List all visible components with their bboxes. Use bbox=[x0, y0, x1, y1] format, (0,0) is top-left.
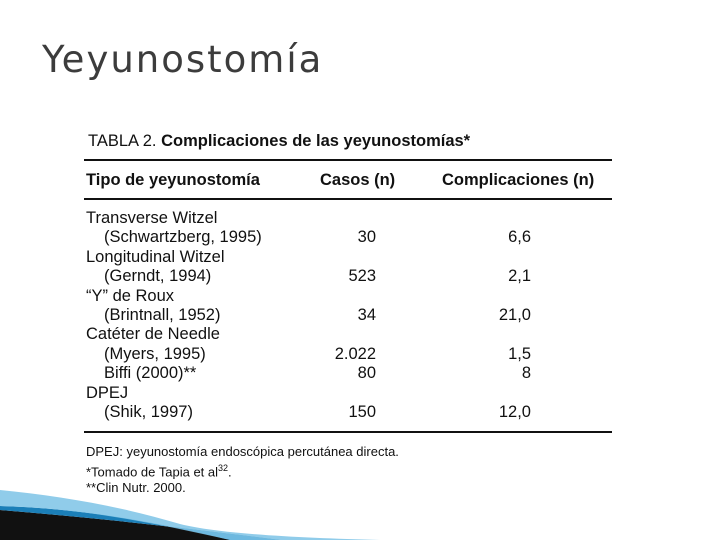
row-complications: 8 bbox=[521, 364, 531, 383]
row-complications: 2,1 bbox=[508, 267, 531, 286]
row-cases: 523 bbox=[348, 267, 376, 286]
slide-title: Yeyunostomía bbox=[42, 38, 324, 81]
top-rule bbox=[84, 159, 612, 161]
note-dpej-abbr: DPEJ bbox=[86, 444, 120, 459]
table-row bbox=[80, 287, 628, 306]
table-row bbox=[80, 345, 628, 364]
row-complications: 12,0 bbox=[498, 403, 531, 421]
decorative-wave bbox=[0, 440, 720, 540]
row-complications: 6,6 bbox=[508, 228, 531, 247]
note-clin-nutr: **Clin Nutr. 2000. bbox=[86, 480, 186, 496]
table-row bbox=[80, 403, 628, 422]
row-cases: 80 bbox=[357, 364, 376, 383]
row-type: (Shik, 1997) bbox=[104, 403, 193, 421]
row-type: Longitudinal Witzel bbox=[86, 247, 225, 266]
row-cases: 34 bbox=[357, 306, 376, 324]
row-type: DPEJ bbox=[86, 383, 129, 402]
note-dpej-text: : yeyunostomía endoscópica percutánea directa. bbox=[119, 444, 399, 459]
row-type: (Gerndt, 1994) bbox=[104, 267, 212, 286]
caption-title: Complicaciones de las yeyunostomías* bbox=[161, 132, 471, 150]
table-caption bbox=[88, 132, 470, 151]
row-complications: 1,5 bbox=[508, 344, 531, 363]
row-type: (Schwartzberg, 1995) bbox=[104, 228, 262, 247]
row-cases: 150 bbox=[348, 403, 376, 421]
header-complications: Complicaciones (n) bbox=[442, 171, 595, 189]
caption-prefix: TABLA 2. bbox=[88, 132, 157, 150]
row-type: (Myers, 1995) bbox=[104, 344, 206, 363]
note-source-ref: 32 bbox=[218, 463, 229, 473]
row-type: (Brintnall, 1952) bbox=[104, 306, 221, 324]
table-row bbox=[80, 306, 628, 325]
table-row bbox=[80, 267, 628, 286]
table-row bbox=[80, 384, 628, 403]
bottom-rule bbox=[84, 431, 612, 433]
header-rule bbox=[84, 198, 612, 200]
table-row bbox=[80, 209, 628, 228]
table-row bbox=[80, 248, 628, 267]
row-type: Transverse Witzel bbox=[86, 209, 218, 227]
row-type: Catéter de Needle bbox=[86, 325, 220, 344]
complications-table bbox=[80, 118, 628, 496]
row-cases: 30 bbox=[357, 228, 376, 247]
table-row bbox=[80, 364, 628, 383]
row-cases: 2.022 bbox=[334, 344, 376, 363]
header-cases: Casos (n) bbox=[320, 171, 396, 189]
row-type: Biffi (2000)** bbox=[104, 364, 197, 383]
note-source-end: . bbox=[228, 464, 232, 480]
row-type: “Y” de Roux bbox=[86, 286, 175, 305]
table-row bbox=[80, 325, 628, 344]
note-source-text: *Tomado de Tapia et al bbox=[86, 464, 219, 480]
header-type: Tipo de yeyunostomía bbox=[86, 171, 260, 189]
row-complications: 21,0 bbox=[498, 306, 531, 324]
table-row bbox=[80, 228, 628, 247]
